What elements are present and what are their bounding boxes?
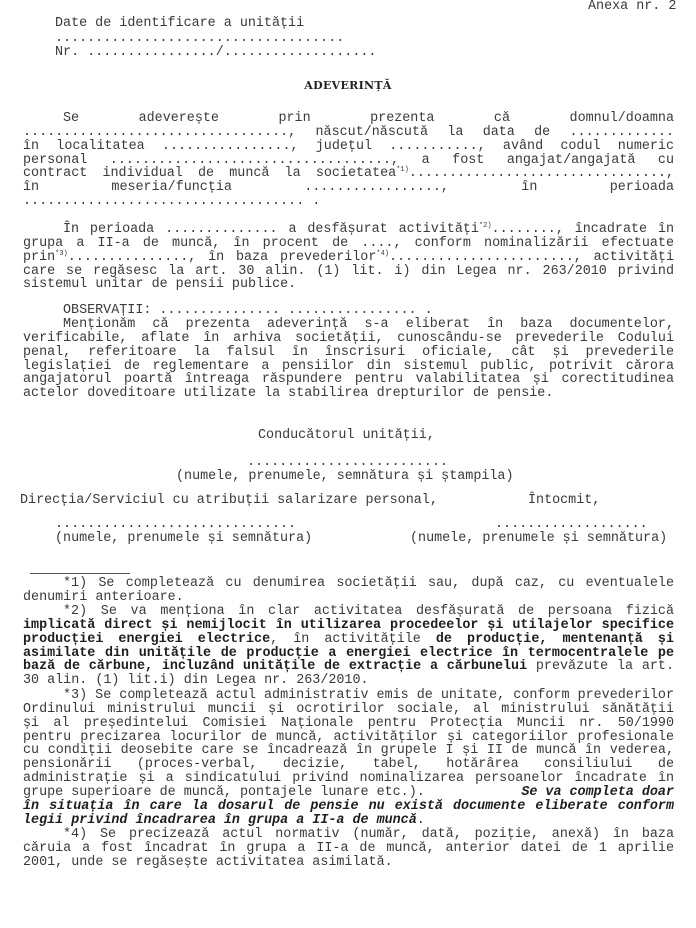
unit-head-label: Conducătorul unității, xyxy=(258,428,435,443)
observations-line: OBSERVAȚII: ............... ................ . xyxy=(63,303,433,318)
text-line: asimilate din unitățile de producție a energiei electrice în termocentralele pe xyxy=(23,645,674,661)
annex-number: Anexa nr. 2 xyxy=(588,0,677,14)
text-line: Ordinului ministrului muncii și ocrotirilor sociale, al ministrului sănătății xyxy=(23,701,674,717)
text-line: care se regăsesc la art. 30 alin. (1) lit. i) din Legea nr. 263/2010 privind xyxy=(23,263,674,279)
prepared-by-label: Întocmit, xyxy=(528,493,601,508)
unit-identification-label: Date de identificare a unității xyxy=(55,16,305,31)
text-line: Se adeverește prin prezenta că domnul/doamna xyxy=(63,111,674,126)
footnote-separator xyxy=(30,573,130,574)
footnote-3 xyxy=(23,689,674,827)
text-line: în localitatea ................, județul ..........., având codul numeric xyxy=(23,138,674,154)
text-line: pensionării (proces-verbal, decizie, tabel, hotărârea consiliului de xyxy=(23,757,674,773)
text-line: verificabile, aflate în arhiva societății, cunoscându-se prevederile Codului xyxy=(23,330,674,346)
payroll-department-signature-line: .............................. xyxy=(55,517,297,532)
footnote-ref-4: *4) xyxy=(376,249,389,258)
unit-identification-dots: .................................... xyxy=(55,31,345,46)
footnote-ref-1: *1) xyxy=(396,166,409,175)
text-line: 2001, unde se regăsește activitatea asimilată. xyxy=(23,854,393,870)
footnote-2 xyxy=(23,605,674,688)
text-line: denumiri anterioare. xyxy=(23,589,184,605)
text-line: grupe superioare de muncă, pontajele lunare etc.). Se va completa doar xyxy=(23,784,674,800)
text-line: legislației de reglementare a pensiilor din sistemul public, potrivit cărora xyxy=(23,358,674,374)
text-line: căruia a fost încadrat în grupa a II-a de muncă, anterior datei de 1 aprilie xyxy=(23,840,674,856)
text-line: prin$^{*3)}$..............., în baza prevederilor$^{*4)}$......................., activități xyxy=(23,249,674,265)
text-line: penal, referitoare la falsul în înscrisuri oficiale, cât și prevederile xyxy=(23,344,674,360)
prepared-by-caption: (numele, prenumele și semnătura) xyxy=(410,531,668,546)
text-line: legii privind încadrarea în grupa a II-a de muncă. xyxy=(23,812,425,828)
paragraph-liability-statement xyxy=(23,318,674,401)
payroll-department-caption: (numele, prenumele și semnătura) xyxy=(55,531,313,546)
text-line: În perioada .............. a desfășurat activități$^{*2)}$........, încadrate în xyxy=(63,222,674,237)
text-line: ................................., născut/născută la data de ............. xyxy=(23,124,674,140)
text-line: Menționăm că prezenta adeverință s-a eliberat în baza documentelor, xyxy=(63,317,674,332)
text-line: *3) Se completează actul administrativ emis de unitate, conform prevederilor xyxy=(63,688,674,703)
prepared-by-signature-line: ................... xyxy=(495,517,648,532)
text-line: 30 alin. (1) lit.i) din Legea nr. 263/2010. xyxy=(23,673,369,689)
paragraph-attestation xyxy=(23,112,674,209)
footnote-4 xyxy=(23,828,674,870)
text-line: grupa a II-a de muncă, în procent de ...., conform nominalizării efectuate xyxy=(23,235,674,251)
registration-number-line: Nr. ................/................... xyxy=(55,45,377,60)
footnote-ref-3: *3) xyxy=(55,249,68,258)
footnote-1 xyxy=(23,577,674,605)
text-line: angajatorul poartă întreaga răspundere pentru valabilitatea și corectitudinea xyxy=(23,372,674,388)
text-line: *4) Se precizează actul normativ (număr, dată, poziție, anexă) în baza xyxy=(63,827,674,842)
footnote-ref-2: *2) xyxy=(478,222,492,230)
payroll-department-label: Direcția/Serviciul cu atribuții salarizare personal, xyxy=(20,493,438,508)
document-title: ADEVERINȚĂ xyxy=(304,79,392,92)
text-line: ................................... . xyxy=(23,194,321,210)
text-line: *1) Se completează cu denumirea societății sau, după caz, cu eventualele xyxy=(63,576,674,591)
paragraph-activity-period xyxy=(23,223,674,292)
text-line: producției energiei electrice, în activitățile de producție, mentenanță și xyxy=(23,631,674,647)
text-line: implicată direct și nemijlocit în utilizarea procedeelor și utilajelor specifice xyxy=(23,617,674,633)
text-line: administrație și a sindicatului privind nominalizarea persoanelor încadrate în xyxy=(23,771,674,787)
text-line: bază de cărbune, incluzând unitățile de extracție a cărbunelui prevăzute la art. xyxy=(23,659,674,675)
text-line: pentru precizarea locurilor de muncă, activităților și categoriilor profesionale xyxy=(23,729,674,745)
text-line: contract individual de muncă la societatea$^{*1)}$................................, xyxy=(23,166,674,182)
text-line: sistemul unitar de pensii publice. xyxy=(23,277,297,293)
text-line: *2) Se va menționa în clar activitatea desfășurată de persoana fizică xyxy=(63,604,674,619)
text-line: și al președintelui Comisiei Naționale pentru Protecția Muncii nr. 50/1990 xyxy=(23,715,674,731)
text-line: cu condiții deosebite care se încadrează în grupele I și II de muncă în vederea, xyxy=(23,743,674,759)
text-line: în situația în care la dosarul de pensie nu există documente eliberate conform xyxy=(23,798,674,814)
unit-head-caption: (numele, prenumele, semnătura și ștampila) xyxy=(176,469,514,484)
text-line: actelor doveditoare utilizate la stabilirea drepturilor de pensie. xyxy=(23,386,554,402)
unit-head-signature-line: ......................... xyxy=(247,455,448,470)
text-line: în meseria/funcția ................., în perioada xyxy=(23,180,674,196)
text-line: personal ..................................., a fost angajat/angajată cu xyxy=(23,152,674,168)
